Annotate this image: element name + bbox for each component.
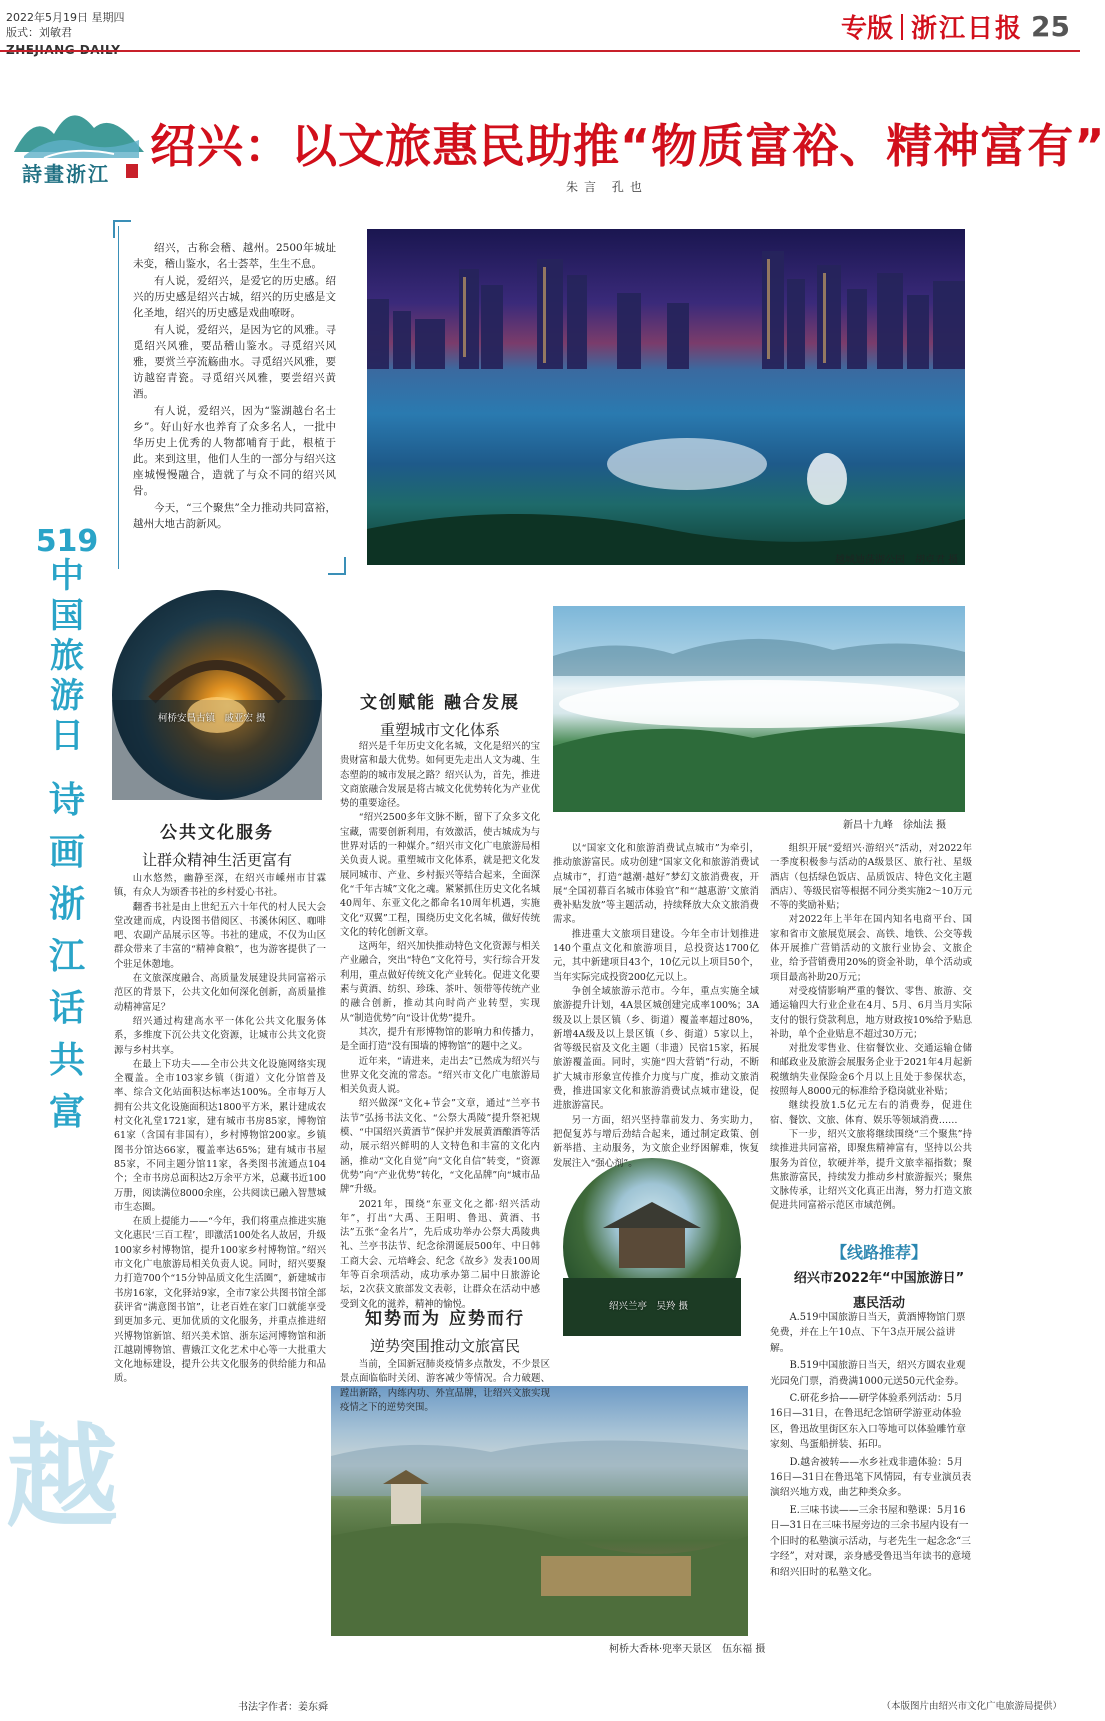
calligraphy-glyph: 越 <box>6 1412 118 1543</box>
section3-body <box>340 1358 550 1418</box>
section3-title: 知势而为 应势而行 <box>365 1309 525 1329</box>
column4-body <box>770 842 972 1232</box>
poetic-zhejiang-logo <box>14 92 144 192</box>
body-paragraph: 在质上提能力——“今年，我们将重点推进实施文化惠民‘三百工程’，即激活100处名人故居，升级100家乡村博物馆，提升100家乡村博物馆。”绍兴市文化广电旅游局相关负责人说。同时，绍兴要聚力打造700个“15分钟品质文化生活圈”，新建城市书房16家，文化驿站9家，全市7家公共图书馆全部获评省“满意图书馆”，让老百姓在家门口就能享受到更加多元、更加优质的文化服务，并重点推进绍兴博物馆新馆、绍兴美术馆、浙东运河博物馆和浙江越剧博物馆、曹娥江文化艺术中心等一大批重大文化地标建设，提升公共文化服务的供给能力和品质。 <box>114 1216 326 1385</box>
section1-subtitle: 让群众精神生活更富有 <box>141 851 292 869</box>
header-right <box>841 8 1070 45</box>
body-paragraph: “绍兴2500多年文脉不断，留下了众多文化宝藏，需要创新利用，有效激活，使古城成为与世界对话的一种媒介。”绍兴市文化广电旅游局相关负责人说。重塑城市文化体系，就是把文化发展同城市、产业、乡村振兴等结合起来，全面深化“千年古城”文化之魂。紧紧抓住历史文化名城40周年、东亚文化之都命名10周年机遇，实施文化“双翼”工程，围绕历史文化名城，做好传统文化的转化创新文章。 <box>340 812 540 938</box>
route-items <box>770 1310 972 1582</box>
photo-lanting <box>563 1158 741 1336</box>
route-item: B.519中国旅游日当天，绍兴方圆农业观光园免门票，消费满1000元送50元代金券。 <box>770 1360 966 1387</box>
body-paragraph: 近年来，“请进来，走出去”已然成为绍兴与世界文化交流的常态。“绍兴市文化广电旅游局相关负责人说。 <box>340 1055 540 1096</box>
section3-heading <box>340 1304 550 1356</box>
calligraphy-credit: 书法字作者：姜东舜 <box>238 1702 328 1713</box>
red-seal-icon <box>126 164 138 178</box>
route-tag: 【线路推荐】 <box>830 1243 927 1262</box>
banner-line2: 诗画浙江话共富 <box>48 779 85 1133</box>
intro-paragraph: 有人说，爱绍兴，是爱它的历史感。绍兴的历史感是绍兴古城，绍兴的历史感是文化圣地，绍兴的历史感是戏曲嘹呀。 <box>133 275 336 319</box>
body-paragraph: 争创全域旅游示范市。今年，重点实施全域旅游提升计划，4A景区城创建完成率100%；3A级及以上景区镇（乡、街道）覆盖率超过80%，新增4A级及以上景区镇（乡、街道）5家以上，省等级民宿及文化主题（非遗）民宿15家，拓展旅游覆盖面。同时，实施“四大营销”行动，不断扩大城市形象宣传推介力度与广度，推动文旅消费，推进国家文化和旅游消费试点城市建设，促进旅游富民。 <box>553 985 759 1112</box>
section2-heading <box>340 688 540 740</box>
photo-caption: 绍兴兰亭 吴羚 摄 <box>609 1301 689 1312</box>
page-title: 绍兴：以文旅惠民助推“物质富裕、精神富有” <box>150 119 1105 173</box>
body-paragraph: 下一步，绍兴文旅将继续围绕“三个聚焦”持续推进共同富裕，即聚焦精神富有，坚持以公共服务为首位，软硬并举，提升文旅幸福指数；聚焦旅游富民，持续发力推动乡村旅游振兴；聚焦文脉传承，让绍兴文化真正出海，努力打造文旅促进共同富裕示范区市域范例。 <box>770 1128 972 1212</box>
photo-caption: 新昌十九峰 徐灿法 摄 <box>843 820 947 831</box>
intro-paragraph: 有人说，爱绍兴，因为“鉴湖越台名士乡”。好山好水也养育了众多名人，一批中华历史上优秀的人物都哺育于此，根植于此。来到这里，他们人生的一部分与绍兴这座城慢慢融合，造就了与众不同的绍兴风骨。 <box>133 405 336 497</box>
body-paragraph: 对批发零售业、住宿餐饮业、交通运输仓储和邮政业及旅游会展服务企业于2021年4月起新税缴纳失业保险金6个月以上且处于参保状态，按照每人8000元的标准给予稳岗就业补贴； <box>770 1043 972 1098</box>
photo-daxianglin-scenic-area <box>331 1386 766 1655</box>
section1-body <box>114 872 326 1392</box>
body-paragraph: 另一方面，绍兴坚持靠前发力、务实助力，把促复苏与增后劲结合起来，通过制定政策、创新举措、主动服务，为文旅企业纾困解难，恢复发展注入“强心剂”。 <box>553 1114 759 1169</box>
section1-title: 公共文化服务 <box>160 823 274 843</box>
route-heading <box>784 1240 974 1313</box>
section1-heading <box>112 818 322 870</box>
intro-paragraph: 有人说，爱绍兴，是因为它的风雅。寻觅绍兴风雅，要品稽山鉴水。寻觅绍兴风雅，要赏兰亭流觞曲水。寻觅绍兴风雅，要访越窑青瓷。寻觅绍兴风雅，要尝绍兴黄酒。 <box>133 324 336 400</box>
body-paragraph: 这两年，绍兴加快推动特色文化资源与相关产业融合，突出“特色”文化符号，实行综合开发利用，重点做好传统文化产业转化。促进文化要素与黄酒、纺织、珍珠、茶叶、领带等传统产业的融合创新，推动其向时尚产业转型，实现从“制造优势”向“设计优势”提升。 <box>340 941 540 1024</box>
photo-anchang-ancient-town <box>112 590 322 800</box>
header-separator <box>901 14 903 40</box>
stone-bridge-image <box>112 590 322 800</box>
body-paragraph: 在最上下功夫——全市公共文化设施网络实现全覆盖。全市103家乡镇（街道）文化分馆普及率、综合文化站面积达标率达100%。全市每万人拥有公共文化设施面积达1800平方米，累计建成农村文化礼堂1721家，建有城市书房85家，博物馆61家（含国有非国有），乡村博物馆200家。乡镇图书分馆达66家，覆盖率达65%；建有城市书屋85家，不同主题分馆11家，各类图书流通点104个；全市书房总面积达2万余平方米，总藏书近100万册，阅读满位8000余座，公共阅读已融入智慧城市生态圈。 <box>114 1058 326 1213</box>
city-skyline-image <box>367 229 965 565</box>
section-label: 专版 <box>841 14 894 44</box>
body-paragraph: 继续投放1.5亿元左右的消费券，促进住宿、餐饮、文旅、体育、娱乐等领域消费…… <box>770 1100 972 1126</box>
photo-source-credit: （本版图片由绍兴市文化广电旅游局提供） <box>881 1701 1062 1712</box>
vertical-banner <box>35 524 99 1138</box>
header-rule <box>0 50 1080 52</box>
intro-paragraph: 今天，“三个聚焦”全力推动共同富裕，越州大地古韵新风。 <box>133 502 336 530</box>
route-item: D.越舍被转——水乡社戏非遗体验：5月16日—31日在鲁迅笔下风情园，有专业演员表演绍兴地方戏，曲艺种类众多。 <box>770 1456 972 1499</box>
banner-line1: 中国旅游日 <box>50 556 84 756</box>
logo-text: 詩畫浙江 <box>22 162 110 186</box>
section2-title: 文创赋能 融合发展 <box>360 693 520 713</box>
body-paragraph: 对受疫情影响严重的餐饮、零售、旅游、交通运输四大行业企业在4月、5月、6月当月实际支付的银行贷款利息，地方财政按10%给予贴息补助，单个企业贴息不超过30万元； <box>770 985 972 1040</box>
temple-landscape-image <box>331 1386 748 1636</box>
photo-caption: 柯桥安昌古镇 戚亚宏 摄 <box>158 713 266 724</box>
body-paragraph: 当前，全国新冠肺炎疫情多点散发，不少景区景点面临临时关闭、游客减少等情况。合力破题、蹚出新路，内练内功、外宣品牌，让绍兴文旅实现疫情之下的逆势突围。 <box>340 1359 550 1413</box>
route-item: C.研花乡拾——研学体验系列活动：5月16日—31日，在鲁迅纪念馆研学游亚动体验区，鲁迅故里街区东入口等地可以体验雕竹章家刻、鸟蛋船拼装、拓印。 <box>770 1393 966 1451</box>
body-paragraph: 组织开展“爱绍兴·游绍兴”活动，对2022年一季度积极参与活动的A级景区、旅行社、星级酒店（包括绿色饭店、品质饭店、特色文化主题酒店）、等级民宿等根据不同分类实施2～10万元不等的奖励补贴； <box>770 843 972 912</box>
body-paragraph: 在文旅深度融合、高质量发展建设共同富裕示范区的背景下，公共文化如何深化创新，高质量推动精神富足？ <box>114 973 326 1013</box>
page-number: 25 <box>1031 10 1070 43</box>
date-line: 2022年5月19日 星期四 <box>6 11 125 24</box>
body-paragraph: 山水悠然，幽静至深，在绍兴市嵊州市甘霖镇，有众人为颂香书社的乡村爱心书社。 <box>114 873 326 899</box>
mountain-icon <box>14 92 144 162</box>
body-paragraph: 以“国家文化和旅游消费试点城市”为牵引，推动旅游富民。成功创建“国家文化和旅游消费试点城市”，打造“越潮·越好”梦幻文旅消费夜，开展“全国初幕百名城市体验官”和“‘越惠游’文旅消费补贴发放”等主题活动，持续释放大众文旅消费需求。 <box>553 843 759 926</box>
body-paragraph: 推进重大文旅项目建设。今年全市计划推进140个重点文化和旅游项目，总投资达1700亿元，其中新建项目43个，10亿元以上项目50个，当年实际完成投资200亿元以上。 <box>553 928 759 983</box>
body-paragraph: 绍兴是千年历史文化名城，文化是绍兴的宝贵财富和最大优势。如何更先走出人文为魂、生态塑韵的城市发展之路？绍兴认为，首先，推进文商旅融合发展是将古城文化优势转化为产业优势的重要途径。 <box>340 741 540 810</box>
route-item: A.519中国旅游日当天，黄酒博物馆门票免费，并在上午10点、下午3点开展公益讲解。 <box>770 1312 966 1354</box>
route-item: E.三味书读——三余书屋和塾课：5月16日—31日在三味书屋旁边的三余书屋内设有一个旧时的私塾演示活动，与老先生一起念念“三字经”，对对课，亲身感受鲁迅当年读书的意境和绍兴旧时的私塾文化。 <box>770 1504 971 1578</box>
body-paragraph: 2021年，围绕“东亚文化之都·绍兴活动年”，打出“大禹、王阳明、鲁迅、黄酒、书法”五张“金名片”，先后成功举办公祭大禹陵典礼、兰亭书法节、纪念徐渭诞辰500年、中日韩工商大会、元培峰会、纪念《故乡》发表100周年等百余项活动，成功承办第二届中日旅游论坛，2次获文旅部发文表彰，让群众在活动中感受到文化的滋养，精神的愉悦。 <box>340 1198 540 1310</box>
body-paragraph: 翻香书社是由上世纪五六十年代的村人民大会堂改建而成，内设图书借阅区、书溪休闲区、咖啡吧、农副产品展示区等。书社的建成，不仅为山区群众带来了丰富的“精神食粮”，也为游客提供了一个驻足休憩地。 <box>114 901 326 970</box>
body-paragraph: 绍兴通过构建高水平一体化公共文化服务体系，多维度下沉公共文化资源，让城市公共文化资源与乡村共享。 <box>114 1015 326 1056</box>
body-paragraph: 其次，提升有形博物馆的影响力和传播力，是全面打造“没有围墙的博物馆”的题中之义。 <box>340 1026 540 1053</box>
section2-subtitle: 重塑城市文化体系 <box>379 721 500 739</box>
section3-subtitle: 逆势突围推动文旅富民 <box>369 1337 520 1355</box>
photo-xinchang-19-peaks <box>553 606 965 831</box>
photo-caption: 越城迪荡湖公园 胡卓君 摄 <box>835 555 959 566</box>
banner-number: 519 <box>35 524 99 559</box>
route-title-line1: 绍兴市2022年“中国旅游日” <box>793 1271 965 1286</box>
paper-name: 浙江日报 <box>911 14 1024 44</box>
column3-body <box>553 842 759 1169</box>
photo-caption: 柯桥大香林·兜率天景区 伍东福 摄 <box>609 1644 766 1655</box>
mountain-sea-of-clouds-image <box>553 606 965 812</box>
body-paragraph: 绍兴做深“文化+节会”文章，通过“兰亭书法节”弘扬书法文化、“公祭大禹陵”提升祭祀规模、“中国绍兴黄酒节”保护并发展黄酒酿酒等活动，展示绍兴鲜明的人文特色和丰富的文化内涵，推动“文化自觉”向“文化自信”转变，“资源优势”向“产业优势”转化，“文化品牌”向“城市品牌”升级。 <box>340 1098 540 1196</box>
intro-paragraph: 绍兴，古称会稽、越州。2500年城址未变，稽山鉴水，名士荟萃，生生不息。 <box>133 242 336 270</box>
byline: 朱言 孔也 <box>566 180 648 194</box>
photo-dihang-lake-park <box>367 229 965 565</box>
body-paragraph: 对2022年上半年在国内知名电商平台、国家和省市文旅展览展会、高铁、地铁、公交等载体开展推广营销活动的文旅行业协会、文旅企业，给予营销费用20%的资金补助，单个活动或项目最高补助20万元； <box>770 914 972 983</box>
route-title-line2: 惠民活动 <box>852 1296 905 1311</box>
intro-box <box>118 226 346 569</box>
section2-body <box>340 740 540 1310</box>
editor-line: 版式：刘敏君 <box>6 26 72 39</box>
